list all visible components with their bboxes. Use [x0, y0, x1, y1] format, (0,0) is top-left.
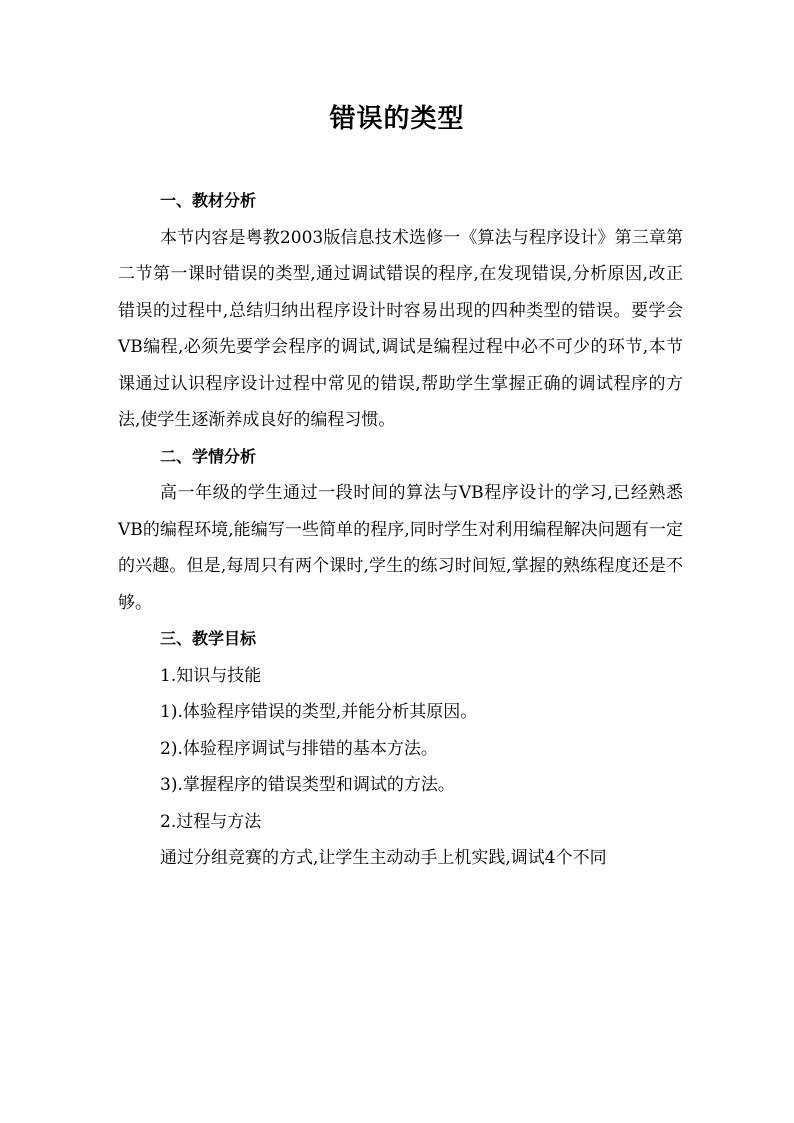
document-body: [118, 183, 683, 877]
goal-item-1: 1).体验程序错误的类型,并能分析其原因。: [160, 702, 478, 722]
section-heading-textbook-analysis: 一、教材分析: [160, 191, 257, 210]
section-heading-student-analysis: 二、学情分析: [160, 446, 257, 466]
process-methods-paragraph: 通过分组竞赛的方式,让学生主动动手上机实践,调试4个不同: [160, 848, 607, 868]
goal-subheading-process-methods: 2.过程与方法: [160, 811, 262, 832]
student-analysis-paragraph: 高一年级的学生通过一段时间的算法与VB程序设计的学习,已经熟悉VB的编程环境,能编写一些简单的程序,同时学生对利用编程解决问题有一定的兴趣。但是,每周只有两个课时,学生的练习时间短,掌握的熟练程度还是不够。: [118, 483, 683, 613]
goal-item-2: 2).体验程序调试与排错的基本方法。: [160, 738, 438, 759]
goal-subheading-knowledge-skills: 1.知识与技能: [160, 665, 262, 686]
document-title: 错误的类型: [329, 104, 465, 134]
textbook-analysis-paragraph: 本节内容是粤教2003版信息技术选修一《算法与程序设计》第三章第二节第一课时错误的类型,通过调试错误的程序,在发现错误,分析原因,改正错误的过程中,总结归纳出程序设计时容易出现的四种类型的错误。要学会VB编程,必须先要学会程序的调试,调试是编程过程中必不可少的环节,本节课通过认识程序设计过程中常见的错误,帮助学生掌握正确的调试程序的方法,使学生逐渐养成良好的编程习惯。: [118, 227, 683, 430]
section-heading-teaching-goals: 三、教学目标: [160, 629, 257, 648]
goal-item-3: 3).掌握程序的错误类型和调试的方法。: [160, 775, 455, 795]
